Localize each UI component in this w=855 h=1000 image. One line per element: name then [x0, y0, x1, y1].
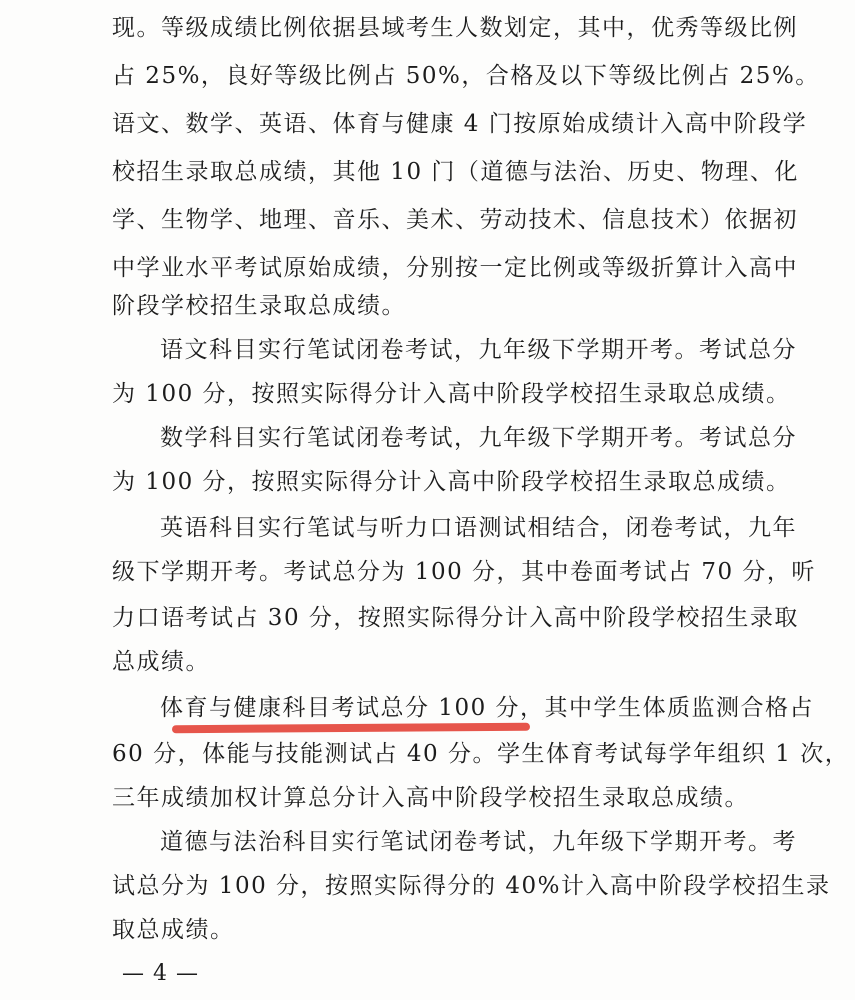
- text-line: 现。等级成绩比例依据县域考生人数划定，其中，优秀等级比例: [112, 15, 798, 41]
- text-line: 道德与法治科目实行笔试闭卷考试，九年级下学期开考。考: [160, 829, 797, 855]
- highlighted-line-rest: ，其中学生体质监测合格占: [520, 695, 815, 721]
- highlighted-line: [160, 688, 814, 728]
- text-line: 英语科目实行笔试与听力口语测试相结合，闭卷考试，九年: [160, 515, 797, 541]
- text-line: 阶段学校招生录取总成绩。: [112, 293, 406, 319]
- text-line: 校招生录取总成绩，其他 10 门（道德与法治、历史、物理、化: [112, 159, 799, 185]
- text-line: 数学科目实行笔试闭卷考试，九年级下学期开考。考试总分: [160, 425, 797, 451]
- text-line: 中学业水平考试原始成绩，分别按一定比例或等级折算计入高中: [112, 255, 798, 281]
- text-line: 60 分，体能与技能测试占 40 分。学生体育考试每学年组织 1 次，: [112, 741, 850, 767]
- text-line: 占 25%，良好等级比例占 50%，合格及以下等级比例占 25%。: [112, 63, 820, 89]
- text-line: 总成绩。: [112, 649, 210, 675]
- text-line: 力口语考试占 30 分，按照实际得分计入高中阶段学校招生录取: [112, 605, 799, 631]
- text-line: 三年成绩加权计算总分计入高中阶段学校招生录取总成绩。: [112, 785, 749, 811]
- text-line: 取总成绩。: [112, 917, 235, 943]
- text-line: 为 100 分，按照实际得分计入高中阶段学校招生录取总成绩。: [112, 381, 791, 407]
- text-line: 为 100 分，按照实际得分计入高中阶段学校招生录取总成绩。: [112, 469, 791, 495]
- text-line: 级下学期开考。考试总分为 100 分，其中卷面考试占 70 分，听: [112, 559, 816, 585]
- text-line: 语文、数学、英语、体育与健康 4 门按原始成绩计入高中阶段学: [112, 111, 808, 137]
- text-line: 语文科目实行笔试闭卷考试，九年级下学期开考。考试总分: [160, 337, 797, 363]
- text-line: 试总分为 100 分，按照实际得分的 40%计入高中阶段学校招生录: [112, 873, 831, 899]
- text-line: 学、生物学、地理、音乐、美术、劳动技术、信息技术）依据初: [112, 207, 798, 233]
- page-number: — 4 —: [122, 961, 199, 986]
- red-underline-mark: [172, 723, 530, 733]
- highlighted-text: 体育与健康科目考试总分 100 分: [160, 695, 521, 721]
- highlighted-phrase: [160, 688, 520, 728]
